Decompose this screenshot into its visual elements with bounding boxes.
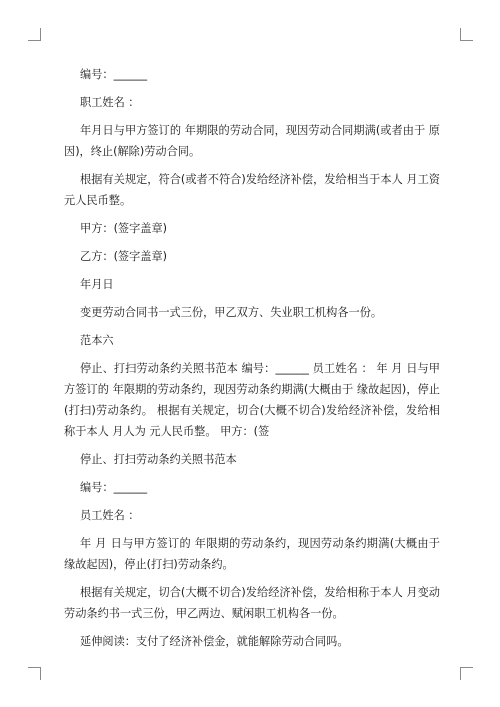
compensation-paragraph-2: 根据有关规定，切合(大概不切合)发给经济补偿，发给相称于本人 月变动劳动条约书一式三份，甲乙两边、赋闲职工机构各一份。	[64, 586, 440, 620]
crop-mark-top-left	[28, 28, 41, 41]
template-summary-paragraph: 停止、打扫劳动条约关照书范本 编号：______ 员工姓名 ： 年 月 日与甲方签订的 年限期的劳动条约，现因劳动条约期满(大概由于 缘故起因)，停止(打扫)劳动条约。 根据有关规定，切合(大概不切合)发给经济补偿，发给相称于本人 月人为 元人民币整。 甲方：(签	[64, 362, 440, 438]
party-a-signature-line: 甲方：(签字盖章)	[80, 222, 168, 235]
employee-name-line-2: 员工姓名 ：	[80, 509, 140, 522]
copies-note-paragraph: 变更劳动合同书一式三份，甲乙双方、失业职工机构各一份。	[80, 306, 383, 319]
serial-number-line-2: 编号：______	[80, 481, 148, 494]
date-line: 年月日	[80, 278, 114, 291]
section-heading: 范本六	[80, 334, 114, 347]
serial-number-line: 编号：______	[80, 68, 148, 81]
crop-mark-bottom-left	[28, 667, 41, 680]
compensation-paragraph: 根据有关规定，符合(或者不符合)发给经济补偿，发给相当于本人 月工资 元人民币整。	[64, 173, 440, 207]
contract-termination-paragraph: 年月日与甲方签订的 年期限的劳动合同，现因劳动合同期满(或者由于 原因)，终止(解除)劳动合同。	[64, 124, 440, 158]
contract-termination-paragraph-2: 年 月 日与甲方签订的 年限期的劳动条约，现因劳动条约期满(大概由于 缘故起因)，停止(打扫)劳动条约。	[64, 537, 440, 571]
template-title-line: 停止、打扫劳动条约关照书范本	[80, 453, 237, 466]
further-reading-line: 延伸阅读：支付了经济补偿金，就能解除劳动合同吗。	[80, 635, 349, 648]
crop-mark-top-right	[460, 28, 473, 41]
crop-mark-bottom-right	[460, 667, 473, 680]
employee-name-line: 职工姓名 ：	[80, 96, 140, 109]
party-b-signature-line: 乙方：(签字盖章)	[80, 250, 168, 263]
document-body	[64, 64, 440, 652]
